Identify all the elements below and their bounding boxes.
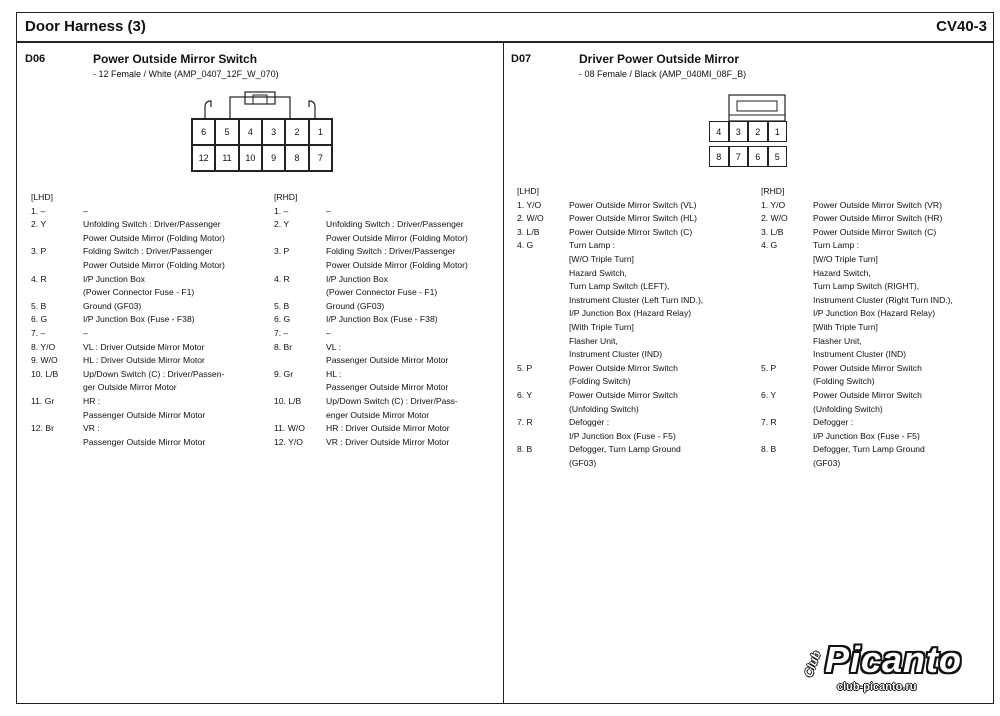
- pin-description: [83, 368, 271, 395]
- page-title: Door Harness (3): [25, 18, 146, 35]
- pin-description-line: (Power Connector Fuse - F1): [326, 287, 438, 298]
- pin-description-line: VL :: [326, 341, 341, 352]
- pin-description: [569, 226, 759, 240]
- pin-number: 4. R: [31, 273, 47, 284]
- pin-row: [274, 368, 502, 395]
- pin-description-line: Power Outside Mirror (Folding Motor): [83, 259, 225, 270]
- pin-description-line: (Folding Switch): [813, 376, 875, 387]
- pin-description: [326, 273, 502, 300]
- pin-description-line: Folding Switch : Driver/Passenger: [83, 246, 213, 257]
- pin-row: [274, 341, 502, 368]
- pin-number: 3. L/B: [517, 226, 540, 237]
- pin-number: 11. Gr: [31, 395, 55, 406]
- pin-row: [761, 416, 991, 443]
- page-header: [17, 13, 993, 43]
- page-frame: [16, 12, 994, 704]
- pin-row: [274, 313, 502, 327]
- d07-pin: 5: [768, 146, 788, 167]
- d06-lhd-label: [LHD]: [31, 192, 53, 202]
- pin-row: [517, 226, 759, 240]
- pin-description: [326, 395, 502, 422]
- pin-description-line: VR :: [83, 423, 100, 434]
- pin-row: [517, 362, 759, 389]
- pin-description-line: Passenger Outside Mirror Motor: [83, 436, 206, 447]
- pin-description-line: Unfolding Switch : Driver/Passenger: [83, 219, 221, 230]
- d06-pin: 10: [239, 145, 262, 171]
- pin-number: 6. G: [31, 314, 48, 325]
- d06-rhd-table: [274, 191, 502, 449]
- pin-row: [517, 199, 759, 213]
- pin-row: [31, 368, 271, 395]
- pin-number: 5. P: [517, 362, 533, 373]
- pin-number: 2. Y: [31, 219, 47, 230]
- pin-row: [31, 313, 271, 327]
- pin-description-line: Defogger :: [569, 417, 610, 428]
- pin-description: [569, 389, 759, 416]
- d07-connector: [709, 121, 787, 167]
- pin-description-line: Unfolding Switch : Driver/Passenger: [326, 219, 464, 230]
- pin-description-line: Ground (GF03): [83, 300, 142, 311]
- pin-description-line: I/P Junction Box (Hazard Relay): [569, 308, 692, 319]
- pin-row: [761, 226, 991, 240]
- pin-row: [274, 422, 502, 436]
- pin-description: [326, 205, 502, 219]
- pin-number: 9. Gr: [274, 368, 294, 379]
- pin-description: [326, 313, 502, 327]
- pin-description: [83, 327, 271, 341]
- d07-code: D07: [511, 53, 532, 65]
- pin-number: 1. Y/O: [761, 199, 786, 210]
- pin-description-line: Power Outside Mirror Switch: [813, 362, 922, 373]
- pin-row: [761, 389, 991, 416]
- pin-row: [31, 273, 271, 300]
- pin-description-line: enger Outside Mirror Motor: [326, 409, 430, 420]
- pin-description-line: Defogger :: [813, 417, 854, 428]
- pin-number: 11. W/O: [274, 423, 305, 434]
- pin-description-line: I/P Junction Box: [326, 273, 388, 284]
- d07-lhd-table: [517, 185, 759, 470]
- pin-description-line: Power Outside Mirror Switch (HR): [813, 213, 943, 224]
- pin-row: [761, 362, 991, 389]
- pin-description-line: VL : Driver Outside Mirror Motor: [83, 341, 205, 352]
- pin-description: [813, 416, 991, 443]
- pin-number: 5. B: [274, 300, 290, 311]
- pin-number: 6. Y: [517, 389, 533, 400]
- d07-rhd-label: [RHD]: [761, 186, 785, 196]
- pin-description-line: [With Triple Turn]: [569, 321, 634, 332]
- pin-row: [761, 443, 991, 470]
- pin-description-line: Power Outside Mirror Switch (C): [813, 226, 937, 237]
- pin-description-line: Instrument Cluster (IND): [813, 349, 907, 360]
- pin-description-line: Power Outside Mirror (Folding Motor): [326, 232, 468, 243]
- pin-description: [83, 354, 271, 368]
- d07-pin: 6: [748, 146, 768, 167]
- pin-description-line: Instrument Cluster (IND): [569, 349, 663, 360]
- pin-description-line: Turn Lamp Switch (LEFT),: [569, 281, 670, 292]
- pin-description-line: Turn Lamp :: [813, 240, 860, 251]
- pin-description-line: –: [326, 205, 331, 216]
- d06-code: D06: [25, 53, 46, 65]
- pin-description-line: HL : Driver Outside Mirror Motor: [83, 355, 205, 366]
- pin-description-line: Flasher Unit,: [569, 335, 618, 346]
- pin-description: [813, 362, 991, 389]
- pin-description-line: Power Outside Mirror (Folding Motor): [83, 232, 225, 243]
- pin-description-line: Defogger, Turn Lamp Ground: [569, 444, 681, 455]
- pin-description: [326, 368, 502, 395]
- d06-pin: 4: [239, 119, 262, 145]
- pin-number: 1. –: [31, 205, 46, 216]
- d06-pin: 5: [215, 119, 238, 145]
- pin-description: [326, 341, 502, 368]
- d06-lhd-table: [31, 191, 271, 449]
- d06-connector-outline: [185, 91, 335, 121]
- pin-description: [569, 199, 759, 213]
- pin-description-line: VR : Driver Outside Mirror Motor: [326, 436, 450, 447]
- d06-pin: 12: [192, 145, 215, 171]
- pin-description-line: Flasher Unit,: [813, 335, 862, 346]
- d06-pin: 8: [285, 145, 308, 171]
- d07-connector-outline: [717, 91, 797, 123]
- pin-description-line: Power Outside Mirror Switch (C): [569, 226, 693, 237]
- pin-description: [83, 395, 271, 422]
- pin-number: 8. B: [761, 444, 777, 455]
- pin-description-line: (Unfolding Switch): [813, 403, 883, 414]
- pin-description: [326, 422, 502, 436]
- pin-number: 2. W/O: [761, 213, 788, 224]
- pin-description-line: Defogger, Turn Lamp Ground: [813, 444, 925, 455]
- pin-number: 2. W/O: [517, 213, 544, 224]
- pin-number: 6. G: [274, 314, 291, 325]
- pin-row: [274, 273, 502, 300]
- d06-pin: 2: [285, 119, 308, 145]
- pin-row: [761, 212, 991, 226]
- pin-description-line: ger Outside Mirror Motor: [83, 382, 177, 393]
- pin-description-line: Instrument Cluster (Left Turn IND.),: [569, 294, 704, 305]
- pin-number: 4. G: [517, 240, 534, 251]
- d07-pin: 8: [709, 146, 729, 167]
- pin-row: [31, 395, 271, 422]
- pin-number: 3. L/B: [761, 226, 784, 237]
- pin-description-line: I/P Junction Box (Fuse - F38): [83, 314, 195, 325]
- pin-row: [31, 354, 271, 368]
- pin-description-line: (Power Connector Fuse - F1): [83, 287, 195, 298]
- pin-description-line: Power Outside Mirror Switch (HL): [569, 213, 697, 224]
- pin-row: [517, 443, 759, 470]
- pin-description: [83, 273, 271, 300]
- pin-description-line: –: [83, 327, 88, 338]
- pin-row: [761, 239, 991, 361]
- pin-description: [569, 443, 759, 470]
- pin-description-line: Folding Switch : Driver/Passenger: [326, 246, 456, 257]
- pin-row: [274, 436, 502, 450]
- pin-description-line: Power Outside Mirror (Folding Motor): [326, 259, 468, 270]
- pin-row: [31, 341, 271, 355]
- pin-description: [813, 239, 991, 361]
- pin-number: 7. R: [761, 417, 777, 428]
- pin-description-line: Power Outside Mirror Switch (VR): [813, 199, 942, 210]
- pin-number: 4. R: [274, 273, 290, 284]
- d06-connector: [191, 118, 333, 172]
- column-divider: [503, 43, 504, 703]
- pin-description-line: –: [326, 327, 331, 338]
- pin-number: 3. P: [31, 246, 47, 257]
- d07-title: Driver Power Outside Mirror: [579, 52, 740, 66]
- pin-number: 8. Br: [274, 341, 293, 352]
- pin-description: [326, 245, 502, 272]
- d07-pin: 1: [768, 121, 788, 142]
- pin-row: [274, 395, 502, 422]
- pin-number: 9. W/O: [31, 355, 58, 366]
- pin-number: 5. B: [31, 300, 47, 311]
- pin-description-line: Power Outside Mirror Switch: [569, 389, 678, 400]
- d06-subtitle: - 12 Female / White (AMP_0407_12F_W_070): [93, 69, 279, 79]
- d06-pin: 3: [262, 119, 285, 145]
- pin-description-line: (Folding Switch): [569, 376, 631, 387]
- pin-number: 7. –: [31, 327, 46, 338]
- d07-subtitle: - 08 Female / Black (AMP_040MI_08F_B): [579, 69, 747, 79]
- pin-description-line: Passenger Outside Mirror Motor: [326, 355, 449, 366]
- pin-description: [83, 341, 271, 355]
- pin-description-line: Power Outside Mirror Switch (VL): [569, 199, 697, 210]
- pin-description-line: HR : Driver Outside Mirror Motor: [326, 423, 450, 434]
- pin-description: [83, 313, 271, 327]
- d06-rhd-label: [RHD]: [274, 192, 298, 202]
- pin-number: 10. L/B: [31, 368, 59, 379]
- pin-row: [31, 327, 271, 341]
- pin-description-line: Turn Lamp :: [569, 240, 616, 251]
- page-code: CV40-3: [936, 18, 987, 35]
- pin-description-line: –: [83, 205, 88, 216]
- pin-number: 1. Y/O: [517, 199, 542, 210]
- pin-description-line: [W/O Triple Turn]: [569, 253, 634, 264]
- pin-description: [83, 218, 271, 245]
- pin-description: [569, 362, 759, 389]
- d06-pin: 9: [262, 145, 285, 171]
- pin-row: [517, 389, 759, 416]
- pin-row: [31, 218, 271, 245]
- pin-description-line: Up/Down Switch (C) : Driver/Passen-: [83, 368, 225, 379]
- pin-description-line: I/P Junction Box: [83, 273, 145, 284]
- pin-row: [517, 416, 759, 443]
- pin-row: [31, 300, 271, 314]
- pin-row: [31, 205, 271, 219]
- d06-pin: 7: [309, 145, 332, 171]
- pin-row: [274, 205, 502, 219]
- d07-rhd-table: [761, 185, 991, 470]
- pin-description-line: (GF03): [569, 457, 597, 468]
- pin-row: [31, 422, 271, 449]
- logo-url-text: club-picanto.ru: [837, 681, 917, 693]
- pin-row: [31, 245, 271, 272]
- pin-row: [517, 239, 759, 361]
- pin-description: [813, 226, 991, 240]
- pin-number: 10. L/B: [274, 395, 302, 406]
- pin-row: [274, 245, 502, 272]
- pin-description-line: Hazard Switch,: [813, 267, 871, 278]
- d07-pin: 3: [729, 121, 749, 142]
- d06-title: Power Outside Mirror Switch: [93, 52, 258, 66]
- d07-pin: 4: [709, 121, 729, 142]
- pin-description-line: I/P Junction Box (Fuse - F5): [569, 430, 676, 441]
- pin-row: [761, 199, 991, 213]
- pin-number: 6. Y: [761, 389, 777, 400]
- pin-description-line: (Unfolding Switch): [569, 403, 639, 414]
- pin-description-line: Hazard Switch,: [569, 267, 627, 278]
- pin-description-line: Passenger Outside Mirror Motor: [83, 409, 206, 420]
- pin-description: [813, 212, 991, 226]
- d07-pin: 2: [748, 121, 768, 142]
- pin-description-line: Turn Lamp Switch (RIGHT),: [813, 281, 920, 292]
- pin-description: [326, 436, 502, 450]
- pin-description: [326, 218, 502, 245]
- pin-description: [813, 199, 991, 213]
- logo-main-text: Picanto: [825, 639, 963, 680]
- pin-number: 7. –: [274, 327, 289, 338]
- pin-description-line: I/P Junction Box (Fuse - F38): [326, 314, 438, 325]
- pin-description-line: (GF03): [813, 457, 841, 468]
- club-picanto-logo: [795, 639, 987, 697]
- pin-description-line: Power Outside Mirror Switch: [569, 362, 678, 373]
- pin-description-line: [With Triple Turn]: [813, 321, 878, 332]
- pin-number: 8. Y/O: [31, 341, 56, 352]
- pin-number: 5. P: [761, 362, 777, 373]
- pin-number: 2. Y: [274, 219, 290, 230]
- pin-description: [83, 245, 271, 272]
- pin-description: [326, 300, 502, 314]
- pin-description: [813, 389, 991, 416]
- pin-description-line: HL :: [326, 368, 342, 379]
- pin-description: [569, 212, 759, 226]
- pin-description: [326, 327, 502, 341]
- pin-description-line: I/P Junction Box (Hazard Relay): [813, 308, 936, 319]
- d06-pin: 11: [215, 145, 238, 171]
- pin-row: [274, 327, 502, 341]
- d07-lhd-label: [LHD]: [517, 186, 539, 196]
- pin-row: [274, 300, 502, 314]
- pin-number: 12. Y/O: [274, 436, 303, 447]
- pin-description: [569, 239, 759, 361]
- d07-pin: 7: [729, 146, 749, 167]
- pin-number: 4. G: [761, 240, 778, 251]
- pin-row: [274, 218, 502, 245]
- pin-description-line: HR :: [83, 395, 101, 406]
- pin-description-line: Power Outside Mirror Switch: [813, 389, 922, 400]
- d06-pin: 6: [192, 119, 215, 145]
- pin-number: 3. P: [274, 246, 290, 257]
- pin-description: [83, 422, 271, 449]
- pin-description: [813, 443, 991, 470]
- pin-description: [83, 300, 271, 314]
- pin-number: 8. B: [517, 444, 533, 455]
- pin-description: [83, 205, 271, 219]
- pin-description-line: Up/Down Switch (C) : Driver/Pass-: [326, 395, 458, 406]
- pin-number: 1. –: [274, 205, 289, 216]
- pin-number: 7. R: [517, 417, 533, 428]
- d06-pin: 1: [309, 119, 332, 145]
- pin-description-line: Instrument Cluster (Right Turn IND.),: [813, 294, 953, 305]
- pin-row: [517, 212, 759, 226]
- logo-club-text: Club: [801, 649, 824, 679]
- pin-description-line: Passenger Outside Mirror Motor: [326, 382, 449, 393]
- pin-description-line: [W/O Triple Turn]: [813, 253, 878, 264]
- pin-description-line: I/P Junction Box (Fuse - F5): [813, 430, 920, 441]
- pin-description-line: Ground (GF03): [326, 300, 385, 311]
- pin-number: 12. Br: [31, 423, 54, 434]
- pin-description: [569, 416, 759, 443]
